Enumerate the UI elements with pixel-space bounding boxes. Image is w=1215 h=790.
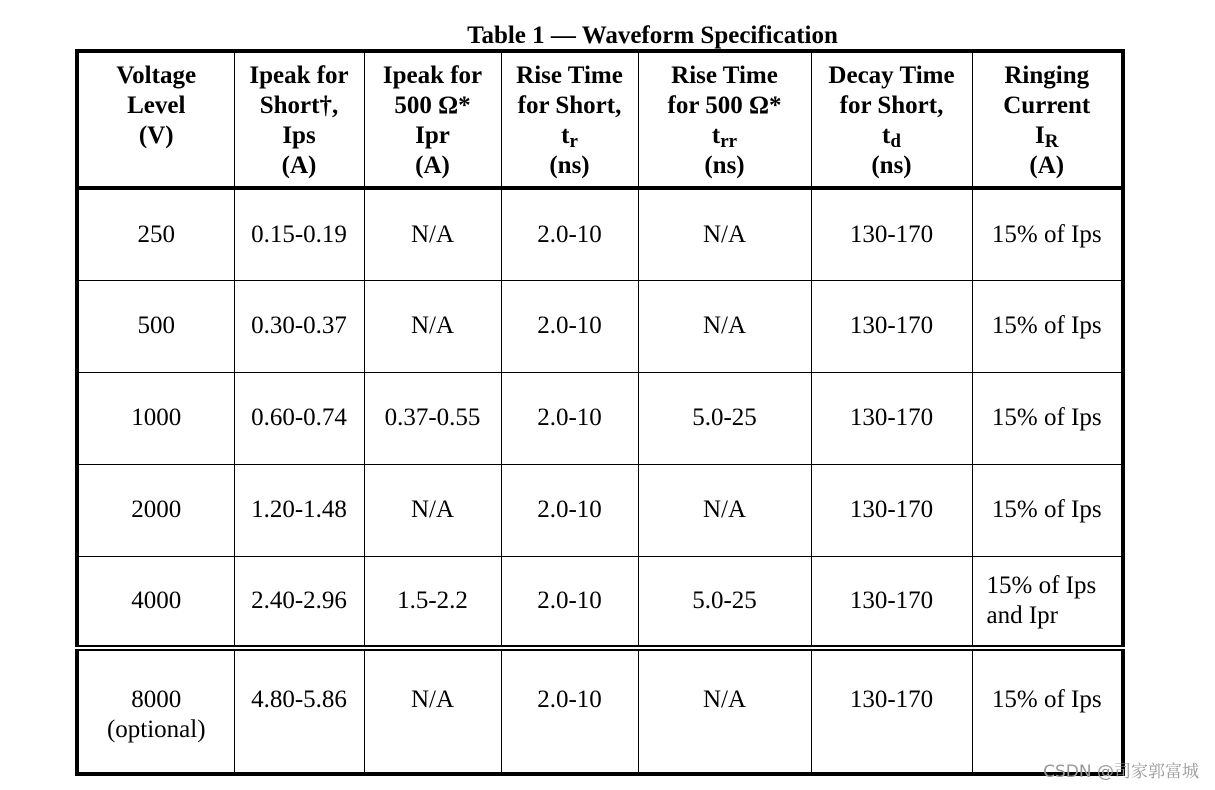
- cell-trr: 5.0-25: [638, 556, 811, 648]
- cell-td: 130-170: [811, 188, 972, 280]
- cell-ringing: 15% of Ips and Ipr: [972, 556, 1123, 648]
- cell-voltage: 1000: [77, 372, 234, 464]
- header-decay-time-short: Decay Time for Short, $t_d$ (ns): [811, 51, 972, 188]
- header-rise-time-short: Rise Time for Short, $t_r$ (ns): [501, 51, 638, 188]
- cell-ipr: N/A: [364, 648, 501, 774]
- cell-trr: N/A: [638, 280, 811, 372]
- header-ringing-current: Ringing Current $I_R$ (A): [972, 51, 1123, 188]
- header-ipeak-500: Ipeak for 500 Ω* Ipr (A): [364, 51, 501, 188]
- cell-td: 130-170: [811, 372, 972, 464]
- cell-trr: N/A: [638, 464, 811, 556]
- cell-td: 130-170: [811, 648, 972, 774]
- cell-ips: 0.15-0.19: [234, 188, 364, 280]
- cell-td: 130-170: [811, 464, 972, 556]
- cell-voltage: 250: [77, 188, 234, 280]
- header-rise-time-500: Rise Time for 500 Ω* $t_{rr}$ (ns): [638, 51, 811, 188]
- cell-ipr: N/A: [364, 280, 501, 372]
- table-row: [77, 280, 1123, 372]
- cell-tr: 2.0-10: [501, 464, 638, 556]
- cell-ringing: 15% of Ips: [972, 372, 1123, 464]
- cell-tr: 2.0-10: [501, 556, 638, 648]
- header-voltage: Voltage Level (V): [77, 51, 234, 188]
- cell-voltage: 4000: [77, 556, 234, 648]
- cell-ipr: N/A: [364, 188, 501, 280]
- cell-td: 130-170: [811, 556, 972, 648]
- cell-ips: 0.30-0.37: [234, 280, 364, 372]
- cell-voltage: 2000: [77, 464, 234, 556]
- cell-trr: N/A: [638, 648, 811, 774]
- cell-ipr: N/A: [364, 464, 501, 556]
- header-ipeak-short: Ipeak for Short†, Ips (A): [234, 51, 364, 188]
- table-title: Table 1 — Waveform Specification: [467, 22, 838, 49]
- cell-ringing: 15% of Ips: [972, 280, 1123, 372]
- cell-tr: 2.0-10: [501, 648, 638, 774]
- cell-ips: 4.80-5.86: [234, 648, 364, 774]
- cell-voltage: 8000 (optional): [77, 648, 234, 774]
- table-row: [77, 464, 1123, 556]
- table-row: [77, 188, 1123, 280]
- cell-trr: 5.0-25: [638, 372, 811, 464]
- table-row: [77, 556, 1123, 648]
- table-row: [77, 648, 1123, 774]
- cell-tr: 2.0-10: [501, 188, 638, 280]
- cell-ipr: 1.5-2.2: [364, 556, 501, 648]
- cell-ringing: 15% of Ips: [972, 188, 1123, 280]
- cell-ips: 0.60-0.74: [234, 372, 364, 464]
- cell-ips: 1.20-1.48: [234, 464, 364, 556]
- cell-ipr: 0.37-0.55: [364, 372, 501, 464]
- table-row: [77, 372, 1123, 464]
- cell-ringing: 15% of Ips: [972, 648, 1123, 774]
- cell-ringing: 15% of Ips: [972, 464, 1123, 556]
- header-row: [77, 51, 1123, 188]
- cell-tr: 2.0-10: [501, 280, 638, 372]
- cell-ips: 2.40-2.96: [234, 556, 364, 648]
- watermark: CSDN @司家郭富城: [1043, 762, 1199, 782]
- cell-tr: 2.0-10: [501, 372, 638, 464]
- waveform-spec-table: [75, 49, 1125, 776]
- cell-voltage: 500: [77, 280, 234, 372]
- cell-td: 130-170: [811, 280, 972, 372]
- cell-trr: N/A: [638, 188, 811, 280]
